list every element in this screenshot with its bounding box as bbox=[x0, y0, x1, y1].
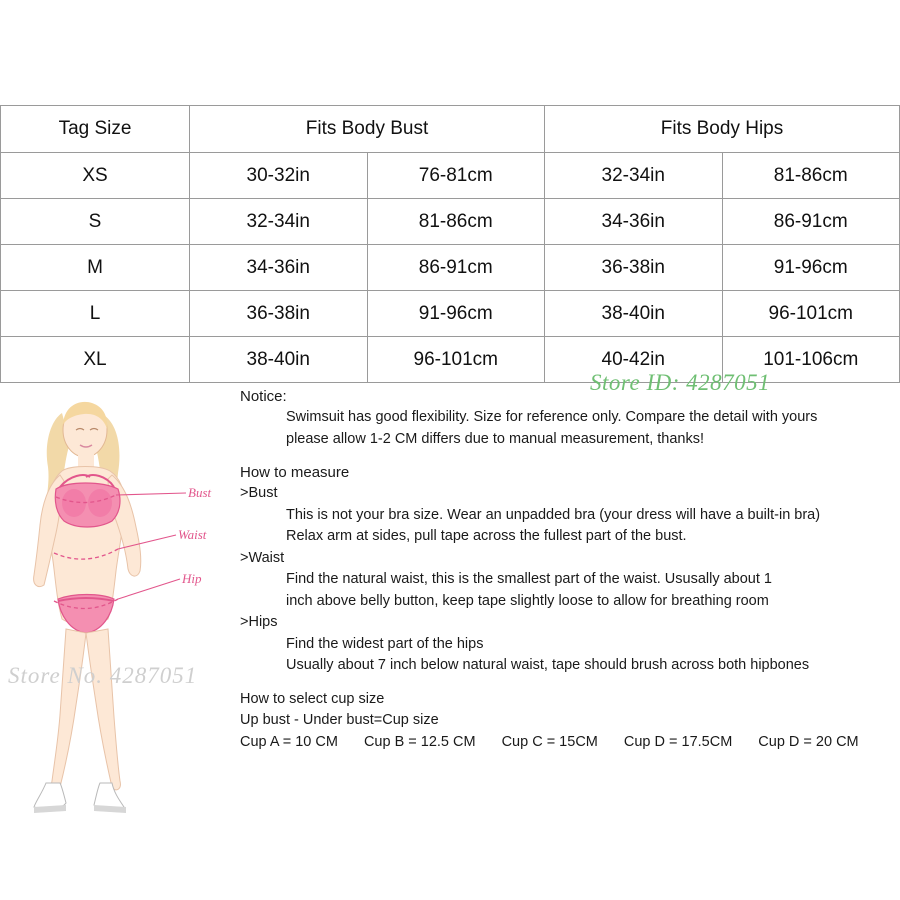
cell-bust-cm: 86-91cm bbox=[367, 245, 545, 291]
measure-hips-line-2: Usually about 7 inch below natural waist, tape should brush across both hipbones bbox=[286, 657, 810, 673]
cup-size-item: Cup A = 10 CM bbox=[240, 733, 338, 750]
measure-waist-heading: >Waist bbox=[240, 549, 285, 566]
cell-hips-in: 36-38in bbox=[545, 245, 723, 291]
cell-hips-in: 40-42in bbox=[545, 337, 723, 383]
cell-hips-cm: 101-106cm bbox=[722, 337, 900, 383]
body-measurement-illustration bbox=[0, 375, 232, 825]
cell-bust-in: 32-34in bbox=[190, 199, 368, 245]
measure-bust-line-1: This is not your bra size. Wear an unpadded bra (your dress will have a built-in bra) bbox=[286, 506, 821, 523]
cell-tag-size: S bbox=[1, 199, 190, 245]
cell-hips-in: 32-34in bbox=[545, 153, 723, 199]
table-body bbox=[1, 153, 900, 383]
table-row bbox=[1, 199, 900, 245]
notice-line-1: Swimsuit has good flexibility. Size for reference only. Compare the detail with yours bbox=[286, 409, 818, 425]
measure-waist-line-2: inch above belly button, keep tape slightly loose to allow for breathing room bbox=[286, 592, 769, 609]
column-header-tag-size: Tag Size bbox=[1, 106, 190, 153]
cell-tag-size: M bbox=[1, 245, 190, 291]
measure-bust-line-2: Relax arm at sides, pull tape across the fullest part of the bust. bbox=[286, 528, 687, 544]
instructions-section bbox=[0, 375, 900, 900]
watermark-store-id: Store ID: 4287051 bbox=[590, 370, 771, 395]
cell-bust-in: 34-36in bbox=[190, 245, 368, 291]
cell-hips-cm: 81-86cm bbox=[722, 153, 900, 199]
instructions-text bbox=[240, 389, 895, 749]
label-hip-text: Hip bbox=[182, 571, 202, 586]
column-header-fits-body-hips: Fits Body Hips bbox=[545, 106, 900, 153]
column-header-fits-body-bust: Fits Body Bust bbox=[190, 106, 545, 153]
cup-size-title: How to select cup size bbox=[240, 690, 385, 707]
cell-tag-size: XS bbox=[1, 153, 190, 199]
table-header-row bbox=[1, 106, 900, 153]
measure-hips-line-1: Find the widest part of the hips bbox=[286, 635, 484, 652]
cell-bust-cm: 76-81cm bbox=[367, 153, 545, 199]
cell-hips-cm: 96-101cm bbox=[722, 291, 900, 337]
cup-size-item: Cup B = 12.5 CM bbox=[363, 733, 476, 750]
cup-size-item: Cup D = 17.5CM bbox=[623, 733, 733, 750]
cell-bust-in: 30-32in bbox=[190, 153, 368, 199]
measure-waist-line-1: Find the natural waist, this is the smallest part of the waist. Ususally about 1 bbox=[286, 571, 772, 587]
table-row bbox=[1, 291, 900, 337]
how-to-measure-title: How to measure bbox=[240, 464, 350, 481]
label-waist-text: Waist bbox=[178, 527, 207, 542]
table-header bbox=[1, 106, 900, 153]
cell-bust-cm: 91-96cm bbox=[367, 291, 545, 337]
cup-size-item: Cup D = 20 CM bbox=[758, 733, 859, 750]
cup-size-list bbox=[240, 735, 895, 750]
cell-bust-cm: 81-86cm bbox=[367, 199, 545, 245]
measure-hips-heading: >Hips bbox=[240, 614, 278, 630]
cell-hips-cm: 86-91cm bbox=[722, 199, 900, 245]
notice-title: Notice: bbox=[240, 388, 287, 405]
notice-line-2: please allow 1-2 CM differs due to manual measurement, thanks! bbox=[286, 430, 705, 447]
cell-bust-in: 38-40in bbox=[190, 337, 368, 383]
cup-size-formula: Up bust - Under bust=Cup size bbox=[240, 712, 439, 728]
measure-bust-heading: >Bust bbox=[240, 485, 278, 501]
cell-hips-in: 34-36in bbox=[545, 199, 723, 245]
cell-tag-size: XL bbox=[1, 337, 190, 383]
watermark-store-no: Store No. 4287051 bbox=[8, 663, 198, 688]
label-bust-text: Bust bbox=[188, 485, 212, 500]
cell-tag-size: L bbox=[1, 291, 190, 337]
cell-bust-cm: 96-101cm bbox=[367, 337, 545, 383]
cell-hips-in: 38-40in bbox=[545, 291, 723, 337]
size-table bbox=[0, 105, 900, 383]
cup-size-item: Cup C = 15CM bbox=[501, 733, 598, 750]
cell-bust-in: 36-38in bbox=[190, 291, 368, 337]
cell-hips-cm: 91-96cm bbox=[722, 245, 900, 291]
table-row bbox=[1, 153, 900, 199]
table-row bbox=[1, 245, 900, 291]
